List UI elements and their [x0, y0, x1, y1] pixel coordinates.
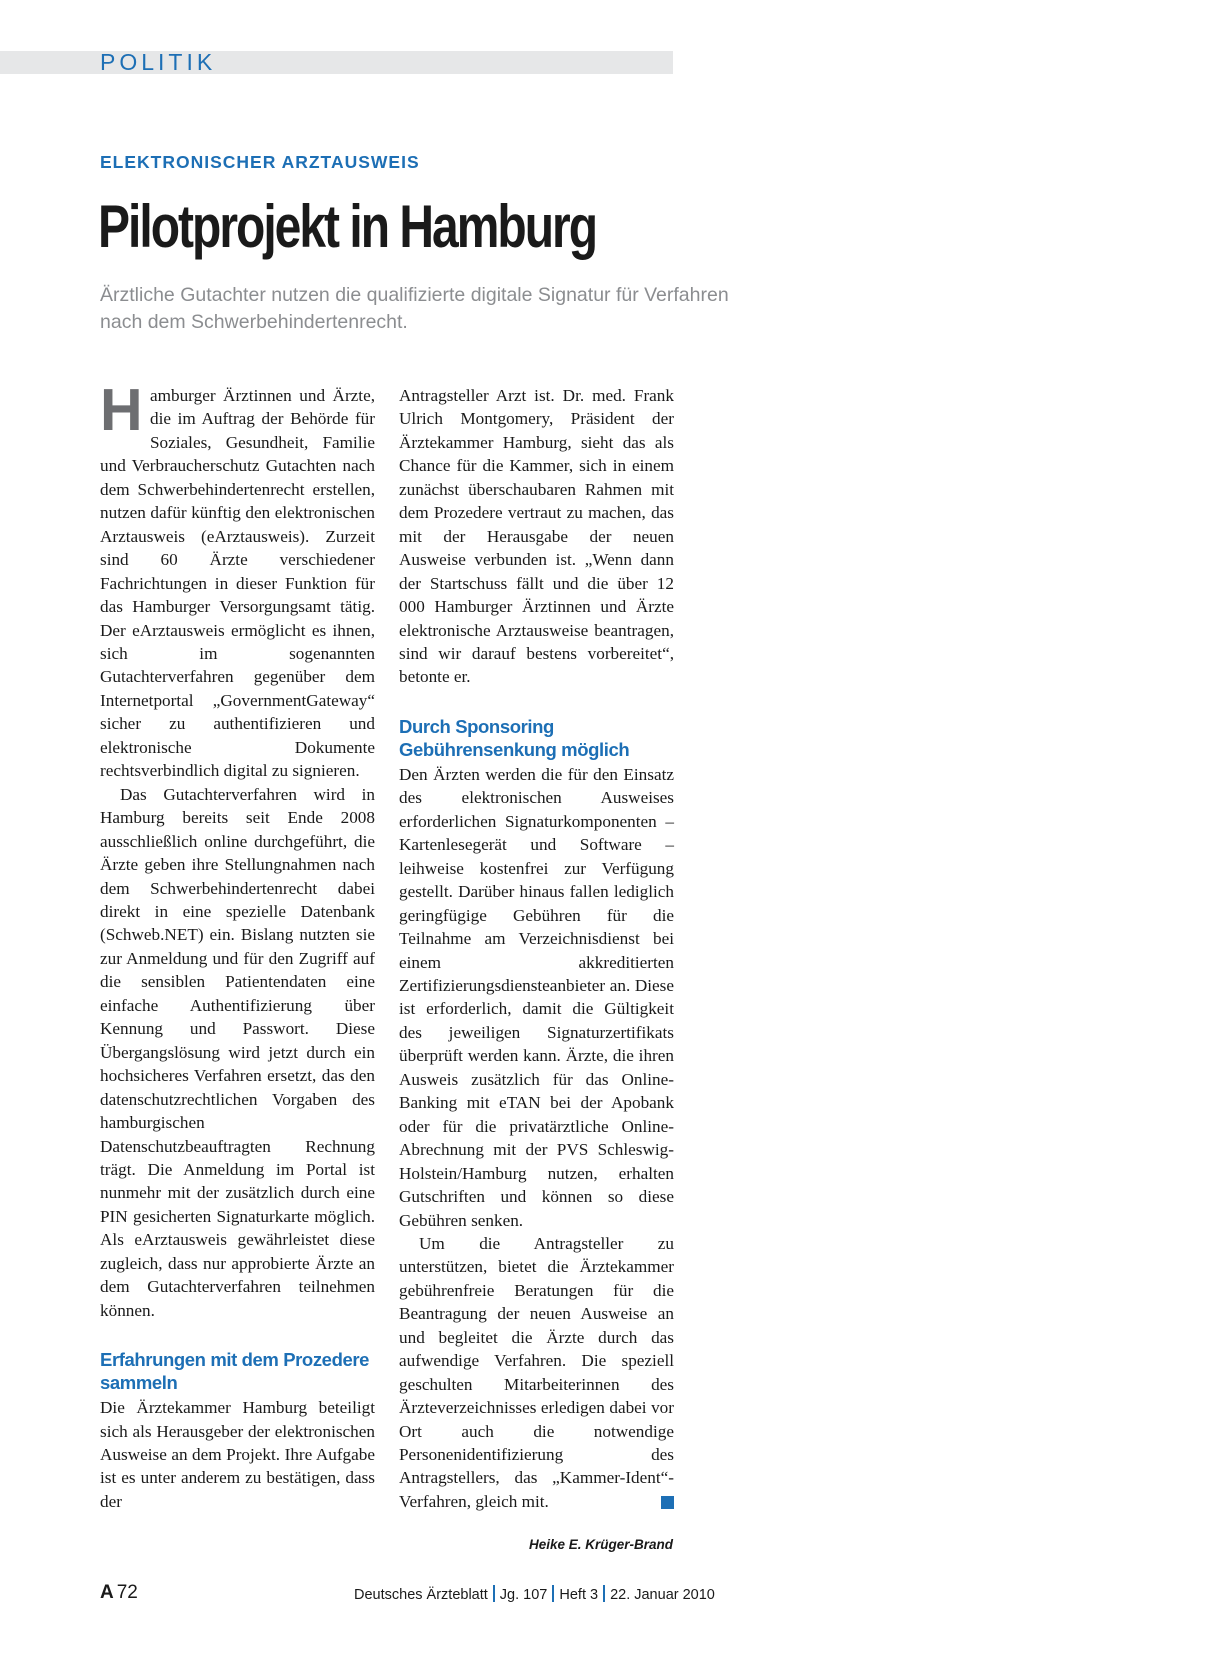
- footer-citation: [354, 1585, 715, 1603]
- section-label: POLITIK: [100, 49, 217, 75]
- body-paragraph-5: [399, 1232, 674, 1513]
- body-paragraph-5-text: Um die Antragsteller zu unterstützen, bietet die Ärztekammer gebührenfreie Beratungen für die Beantragung der neuen Ausweise an und begleitet die Ärzte durch das aufwendige Verfahren. Die speziell geschulten Mitarbeiterinnen des Ärzteverzeichnisses erledigen dabei vor Ort auch die notwendige Personenidentifizierung des Antragstellers, das „Kammer-Ident“-Verfahren, gleich mit.: [399, 1233, 674, 1511]
- body-paragraph-1: [100, 377, 375, 783]
- body-paragraph-1-text: amburger Ärztinnen und Ärzte, die im Auftrag der Behörde für Soziales, Gesundheit, Familie und Verbraucherschutz Gutachten nach dem Schwerbehindertenrecht erstellen, nutzen dafür künftig den elektronischen Arztausweis (eArztausweis). Zurzeit sind 60 Ärzte verschiedener Fachrichtungen in dieser Funktion für das Hamburger Versorgungsamt tätig. Der eArztausweis ermöglicht es ihnen, sich im sogenannten Gutachterverfahren gegenüber dem Internetportal „GovernmentGateway“ sicher zu authentifizieren und elektronische Dokumente rechtsverbindlich digital zu signieren.: [100, 386, 375, 781]
- body-paragraph-4: Den Ärzten werden die für den Einsatz des elektronischen Ausweises erforderlichen Signaturkomponenten – Kartenlesegerät und Software – leihweise kostenfrei zur Verfügung gestellt. Darüber hinaus fallen lediglich geringfügige Gebühren für die Teilnahme am Verzeichnisdienst bei einem akkreditierten Zertifizierungsdiensteanbieter an. Diese ist erforderlich, damit die Gültigkeit des jeweiligen Signaturzertifikats überprüft werden kann. Ärzte, die ihren Ausweis zusätzlich für das Online-Banking mit eTAN bei der Apobank oder für die privatärztliche Online-Abrechnung mit der PVS Schleswig-Holstein/Hamburg nutzen, erhalten Gutschriften und können so diese Gebühren senken.: [399, 764, 674, 1230]
- end-of-article-icon: [661, 1496, 674, 1509]
- subheading-experience: Erfahrungen mit dem Prozedere sammeln: [100, 1349, 370, 1394]
- subheading-sponsoring: Durch Sponsoring Gebührensenkung möglich: [399, 715, 630, 760]
- footer-volume: Jg. 107: [499, 1587, 548, 1603]
- footer-separator: [552, 1585, 554, 1602]
- column-right: [399, 384, 674, 1513]
- article-kicker: ELEKTRONISCHER ARZTAUSWEIS: [100, 152, 420, 172]
- column-left: [100, 377, 375, 1513]
- footer-separator: [603, 1585, 605, 1602]
- footer-journal: Deutsches Ärzteblatt: [354, 1587, 488, 1603]
- page-number-value: 72: [116, 1582, 138, 1603]
- page-number: [100, 1582, 138, 1604]
- body-paragraph-3b: Antragsteller Arzt ist. Dr. med. Frank Ulrich Montgomery, Präsident der Ärztekammer Hamburg, sieht das als Chance für die Kammer, sich in einem zunächst überschaubaren Rahmen mit dem Prozedere vertraut zu machen, das mit der Herausgabe der neuen Ausweise verbunden ist. „Wenn dann der Startschuss fällt und die über 12 000 Hamburger Ärztinnen und Ärzte elektronische Arztausweise beantragen, sind wir darauf bestens vorbereitet“, betonte er.: [399, 386, 674, 687]
- dropcap: H: [100, 377, 143, 443]
- author-byline: Heike E. Krüger-Brand: [528, 1537, 673, 1552]
- page-letter: A: [100, 1582, 114, 1603]
- article-headline: Pilotprojekt in Hamburg: [98, 193, 597, 260]
- footer-separator: [493, 1585, 495, 1602]
- footer-issue: Heft 3: [559, 1587, 599, 1603]
- footer-date: 22. Januar 2010: [610, 1587, 715, 1603]
- body-paragraph-3a: Die Ärztekammer Hamburg beteiligt sich als Herausgeber der elektronischen Ausweise an dem Projekt. Ihre Aufgabe ist es unter anderem zu bestätigen, dass der: [100, 1398, 375, 1511]
- article-lede: Ärztliche Gutachter nutzen die qualifizierte digitale Signatur für Verfahren nach dem Schwerbehindertenrecht.: [100, 284, 729, 333]
- body-paragraph-2: Das Gutachterverfahren wird in Hamburg bereits seit Ende 2008 ausschließlich online durchgeführt, die Ärzte geben ihre Stellungnahmen nach dem Schwerbehindertenrecht dabei direkt in eine spezielle Datenbank (Schweb.NET) ein. Bislang nutzten sie zur Anmeldung und für den Zugriff auf die sensiblen Patientendaten eine einfache Authentifizierung über Kennung und Passwort. Diese Übergangslösung wird jetzt durch ein hochsicheres Verfahren ersetzt, das den datenschutzrechtlichen Vorgaben des hamburgischen Datenschutzbeauftragten Rechnung trägt. Die Anmeldung im Portal ist nunmehr mit der zusätzlich durch eine PIN gesicherten Signaturkarte möglich. Als eArztausweis gewährleistet diese zugleich, dass nur approbierte Ärzte an dem Gutachterverfahren teilnehmen können.: [100, 784, 375, 1320]
